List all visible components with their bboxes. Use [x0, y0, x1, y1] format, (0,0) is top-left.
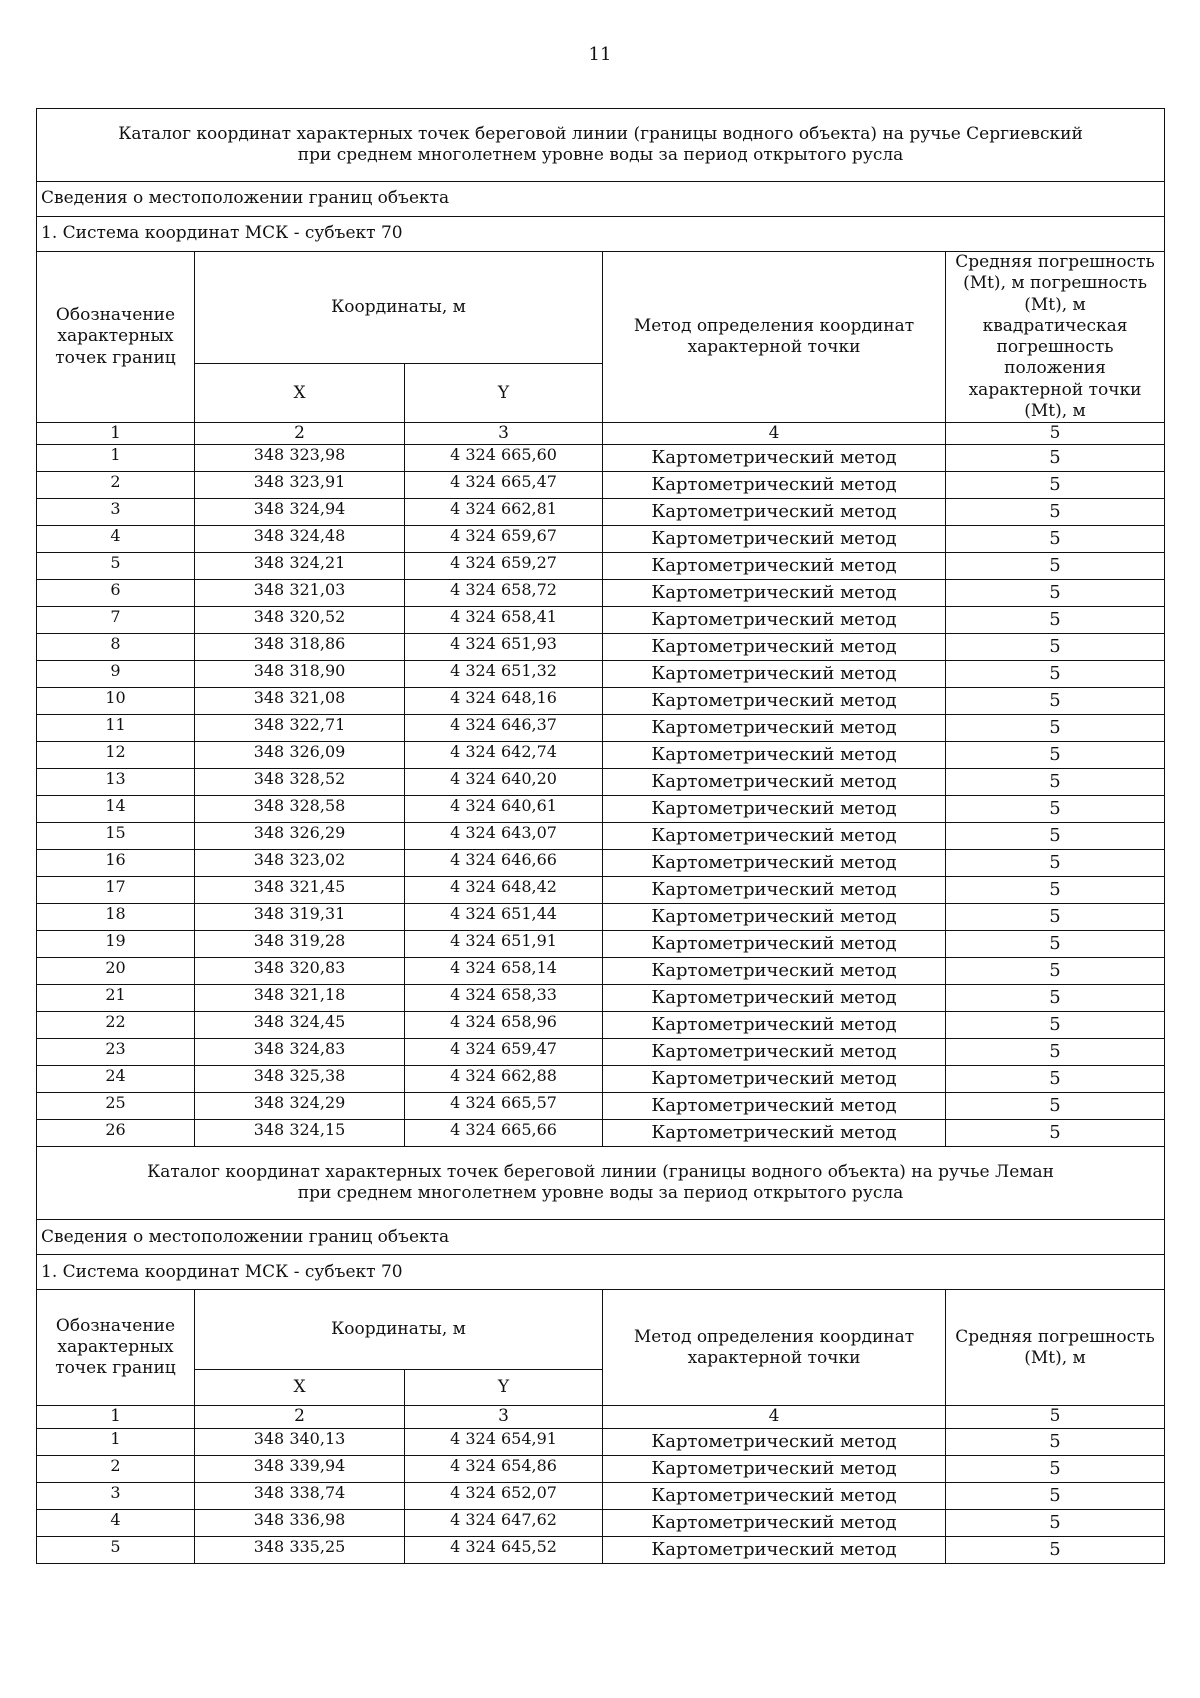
coordinate-system: 1. Система координат МСК - субъект 70: [37, 217, 1165, 252]
coord-x: 348 319,31: [195, 904, 405, 931]
table-row: [37, 1536, 1165, 1563]
table-row: [37, 715, 1165, 742]
coord-x: 348 318,90: [195, 661, 405, 688]
coord-x: 348 339,94: [195, 1455, 405, 1482]
coord-y: 4 324 651,93: [405, 634, 603, 661]
column-index: 5: [946, 1406, 1165, 1428]
section-title-line2: при среднем многолетнем уровне воды за период открытого русла: [297, 145, 904, 165]
mean-error: 5: [946, 1012, 1165, 1039]
method: Картометрический метод: [603, 580, 946, 607]
coord-x: 348 324,83: [195, 1039, 405, 1066]
method: Картометрический метод: [603, 1039, 946, 1066]
coord-y: 4 324 645,52: [405, 1536, 603, 1563]
method: Картометрический метод: [603, 850, 946, 877]
coord-x: 348 326,09: [195, 742, 405, 769]
mean-error: 5: [946, 1120, 1165, 1147]
coord-y: 4 324 651,32: [405, 661, 603, 688]
mean-error: 5: [946, 985, 1165, 1012]
col-header-coordinates: Координаты, м: [195, 1290, 603, 1370]
section-title: [37, 109, 1165, 182]
table-row: [37, 634, 1165, 661]
boundary-info: Сведения о местоположении границ объекта: [37, 1220, 1165, 1255]
coord-x: 348 328,52: [195, 769, 405, 796]
mean-error: 5: [946, 553, 1165, 580]
mean-error: 5: [946, 445, 1165, 472]
method: Картометрический метод: [603, 823, 946, 850]
point-number: 22: [37, 1012, 195, 1039]
boundary-info: Сведения о местоположении границ объекта: [37, 182, 1165, 217]
coord-y: 4 324 648,16: [405, 688, 603, 715]
section-title-row: [37, 1147, 1165, 1220]
point-number: 10: [37, 688, 195, 715]
col-header-point: Обозначение характерных точек границ: [37, 252, 195, 423]
coord-y: 4 324 646,66: [405, 850, 603, 877]
table-row: [37, 1428, 1165, 1455]
coord-x: 348 323,98: [195, 445, 405, 472]
section-title-line2: при среднем многолетнем уровне воды за период открытого русла: [297, 1183, 904, 1204]
method: Картометрический метод: [603, 1455, 946, 1482]
coord-x: 348 321,03: [195, 580, 405, 607]
coord-y: 4 324 654,91: [405, 1428, 603, 1455]
point-number: 13: [37, 769, 195, 796]
point-number: 24: [37, 1066, 195, 1093]
table-row: [37, 553, 1165, 580]
point-number: 16: [37, 850, 195, 877]
catalog-body: [37, 109, 1165, 1564]
coord-x: 348 338,74: [195, 1482, 405, 1509]
coord-y: 4 324 651,91: [405, 931, 603, 958]
point-number: 1: [37, 1428, 195, 1455]
table-row: [37, 1482, 1165, 1509]
method: Картометрический метод: [603, 904, 946, 931]
table-row: [37, 1012, 1165, 1039]
mean-error: 5: [946, 877, 1165, 904]
coord-x: 348 325,38: [195, 1066, 405, 1093]
col-header-method: Метод определения координат характерной точки: [603, 1290, 946, 1406]
column-index: 4: [603, 1406, 946, 1428]
method: Картометрический метод: [603, 1428, 946, 1455]
method: Картометрический метод: [603, 1482, 946, 1509]
col-header-y: Y: [405, 364, 603, 423]
point-number: 2: [37, 472, 195, 499]
point-number: 12: [37, 742, 195, 769]
page-number: 11: [588, 44, 612, 65]
table-row: [37, 1120, 1165, 1147]
coord-y: 4 324 643,07: [405, 823, 603, 850]
method: Картометрический метод: [603, 985, 946, 1012]
mean-error: 5: [946, 796, 1165, 823]
table-row: [37, 445, 1165, 472]
column-index: 1: [37, 1406, 195, 1428]
mean-error: 5: [946, 1482, 1165, 1509]
point-number: 5: [37, 553, 195, 580]
coord-y: 4 324 658,72: [405, 580, 603, 607]
table-row: [37, 607, 1165, 634]
coordinate-catalog-table: [36, 108, 1165, 1564]
table-row: [37, 499, 1165, 526]
column-index: 2: [195, 423, 405, 445]
point-number: 7: [37, 607, 195, 634]
col-header-error: Средняя погрешность (Mt), м погрешность (Mt), м квадратическая погрешность положения характерной точки (Mt), м: [946, 252, 1165, 423]
table-row: [37, 769, 1165, 796]
coord-x: 348 319,28: [195, 931, 405, 958]
table-row: [37, 1455, 1165, 1482]
method: Картометрический метод: [603, 769, 946, 796]
mean-error: 5: [946, 1536, 1165, 1563]
point-number: 8: [37, 634, 195, 661]
method: Картометрический метод: [603, 877, 946, 904]
col-header-y: Y: [405, 1370, 603, 1406]
point-number: 19: [37, 931, 195, 958]
table-row: [37, 742, 1165, 769]
mean-error: 5: [946, 634, 1165, 661]
mean-error: 5: [946, 715, 1165, 742]
coord-x: 348 323,91: [195, 472, 405, 499]
coord-x: 348 321,18: [195, 985, 405, 1012]
col-header-error: Средняя погрешность (Mt), м: [946, 1290, 1165, 1406]
mean-error: 5: [946, 1455, 1165, 1482]
coord-y: 4 324 647,62: [405, 1509, 603, 1536]
coord-y: 4 324 662,88: [405, 1066, 603, 1093]
table-row: [37, 1066, 1165, 1093]
coord-x: 348 326,29: [195, 823, 405, 850]
coord-y: 4 324 640,20: [405, 769, 603, 796]
method: Картометрический метод: [603, 931, 946, 958]
point-number: 14: [37, 796, 195, 823]
method: Картометрический метод: [603, 796, 946, 823]
table-row: [37, 796, 1165, 823]
method: Картометрический метод: [603, 445, 946, 472]
coord-x: 348 324,94: [195, 499, 405, 526]
coord-y: 4 324 658,41: [405, 607, 603, 634]
mean-error: 5: [946, 607, 1165, 634]
mean-error: 5: [946, 526, 1165, 553]
coordinate-system: 1. Система координат МСК - субъект 70: [37, 1255, 1165, 1290]
point-number: 17: [37, 877, 195, 904]
mean-error: 5: [946, 823, 1165, 850]
mean-error: 5: [946, 580, 1165, 607]
table-row: [37, 526, 1165, 553]
point-number: 18: [37, 904, 195, 931]
coord-y: 4 324 651,44: [405, 904, 603, 931]
coord-y: 4 324 640,61: [405, 796, 603, 823]
point-number: 20: [37, 958, 195, 985]
mean-error: 5: [946, 850, 1165, 877]
point-number: 23: [37, 1039, 195, 1066]
section-title: [37, 1147, 1165, 1220]
coord-x: 348 340,13: [195, 1428, 405, 1455]
coord-y: 4 324 658,96: [405, 1012, 603, 1039]
method: Картометрический метод: [603, 958, 946, 985]
point-number: 2: [37, 1455, 195, 1482]
mean-error: 5: [946, 769, 1165, 796]
coord-x: 348 335,25: [195, 1536, 405, 1563]
point-number: 5: [37, 1536, 195, 1563]
coord-x: 348 324,29: [195, 1093, 405, 1120]
coord-x: 348 320,83: [195, 958, 405, 985]
point-number: 3: [37, 1482, 195, 1509]
coord-y: 4 324 665,66: [405, 1120, 603, 1147]
coord-y: 4 324 665,57: [405, 1093, 603, 1120]
column-index: 3: [405, 1406, 603, 1428]
column-index-row: [37, 1406, 1165, 1428]
col-header-coordinates: Координаты, м: [195, 252, 603, 364]
mean-error: 5: [946, 1428, 1165, 1455]
table-row: [37, 931, 1165, 958]
table-row: [37, 985, 1165, 1012]
point-number: 21: [37, 985, 195, 1012]
table-row: [37, 1039, 1165, 1066]
coord-x: 348 318,86: [195, 634, 405, 661]
coord-x: 348 324,15: [195, 1120, 405, 1147]
method: Картометрический метод: [603, 1093, 946, 1120]
method: Картометрический метод: [603, 742, 946, 769]
coord-y: 4 324 659,67: [405, 526, 603, 553]
method: Картометрический метод: [603, 553, 946, 580]
col-header-x: X: [195, 364, 405, 423]
method: Картометрический метод: [603, 472, 946, 499]
point-number: 26: [37, 1120, 195, 1147]
coord-y: 4 324 654,86: [405, 1455, 603, 1482]
method: Картометрический метод: [603, 607, 946, 634]
section-title-line1: Каталог координат характерных точек береговой линии (границы водного объекта) на ручье Леман: [147, 1162, 1054, 1182]
method: Картометрический метод: [603, 1536, 946, 1563]
coord-x: 348 321,08: [195, 688, 405, 715]
coord-y: 4 324 659,27: [405, 553, 603, 580]
column-index: 5: [946, 423, 1165, 445]
method: Картометрический метод: [603, 715, 946, 742]
method: Картометрический метод: [603, 634, 946, 661]
section-title-line1: Каталог координат характерных точек береговой линии (границы водного объекта) на ручье Сергиевский: [118, 123, 1083, 144]
coord-x: 348 328,58: [195, 796, 405, 823]
column-index-row: [37, 423, 1165, 445]
point-number: 9: [37, 661, 195, 688]
coord-x: 348 324,48: [195, 526, 405, 553]
table-row: [37, 823, 1165, 850]
point-number: 6: [37, 580, 195, 607]
table-row: [37, 472, 1165, 499]
point-number: 3: [37, 499, 195, 526]
table-row: [37, 688, 1165, 715]
col-header-x: X: [195, 1370, 405, 1406]
table-row: [37, 904, 1165, 931]
table-row: [37, 850, 1165, 877]
table-row: [37, 661, 1165, 688]
method: Картометрический метод: [603, 1120, 946, 1147]
column-index: 1: [37, 423, 195, 445]
mean-error: 5: [946, 1509, 1165, 1536]
column-index: 3: [405, 423, 603, 445]
col-header-method: Метод определения координат характерной точки: [603, 252, 946, 423]
coord-y: 4 324 665,60: [405, 445, 603, 472]
mean-error: 5: [946, 1093, 1165, 1120]
method: Картометрический метод: [603, 1012, 946, 1039]
mean-error: 5: [946, 661, 1165, 688]
point-number: 4: [37, 526, 195, 553]
mean-error: 5: [946, 688, 1165, 715]
mean-error: 5: [946, 472, 1165, 499]
coord-y: 4 324 665,47: [405, 472, 603, 499]
column-index: 4: [603, 423, 946, 445]
mean-error: 5: [946, 499, 1165, 526]
coord-x: 348 321,45: [195, 877, 405, 904]
mean-error: 5: [946, 958, 1165, 985]
coord-y: 4 324 658,33: [405, 985, 603, 1012]
col-header-point: Обозначение характерных точек границ: [37, 1290, 195, 1406]
coord-y: 4 324 642,74: [405, 742, 603, 769]
point-number: 4: [37, 1509, 195, 1536]
table-row: [37, 580, 1165, 607]
section-title-row: [37, 109, 1165, 182]
table-row: [37, 958, 1165, 985]
column-index: 2: [195, 1406, 405, 1428]
method: Картометрический метод: [603, 1509, 946, 1536]
point-number: 15: [37, 823, 195, 850]
coord-x: 348 324,45: [195, 1012, 405, 1039]
mean-error: 5: [946, 904, 1165, 931]
coord-y: 4 324 658,14: [405, 958, 603, 985]
coord-y: 4 324 648,42: [405, 877, 603, 904]
method: Картометрический метод: [603, 526, 946, 553]
coord-y: 4 324 662,81: [405, 499, 603, 526]
point-number: 25: [37, 1093, 195, 1120]
mean-error: 5: [946, 1039, 1165, 1066]
table-row: [37, 1093, 1165, 1120]
method: Картометрический метод: [603, 688, 946, 715]
method: Картометрический метод: [603, 1066, 946, 1093]
mean-error: 5: [946, 931, 1165, 958]
point-number: 1: [37, 445, 195, 472]
mean-error: 5: [946, 742, 1165, 769]
table-row: [37, 1509, 1165, 1536]
coord-y: 4 324 659,47: [405, 1039, 603, 1066]
coord-x: 348 320,52: [195, 607, 405, 634]
table-row: [37, 877, 1165, 904]
coord-y: 4 324 646,37: [405, 715, 603, 742]
coord-x: 348 336,98: [195, 1509, 405, 1536]
coord-x: 348 323,02: [195, 850, 405, 877]
coord-x: 348 324,21: [195, 553, 405, 580]
coord-y: 4 324 652,07: [405, 1482, 603, 1509]
mean-error: 5: [946, 1066, 1165, 1093]
point-number: 11: [37, 715, 195, 742]
method: Картометрический метод: [603, 499, 946, 526]
coord-x: 348 322,71: [195, 715, 405, 742]
method: Картометрический метод: [603, 661, 946, 688]
